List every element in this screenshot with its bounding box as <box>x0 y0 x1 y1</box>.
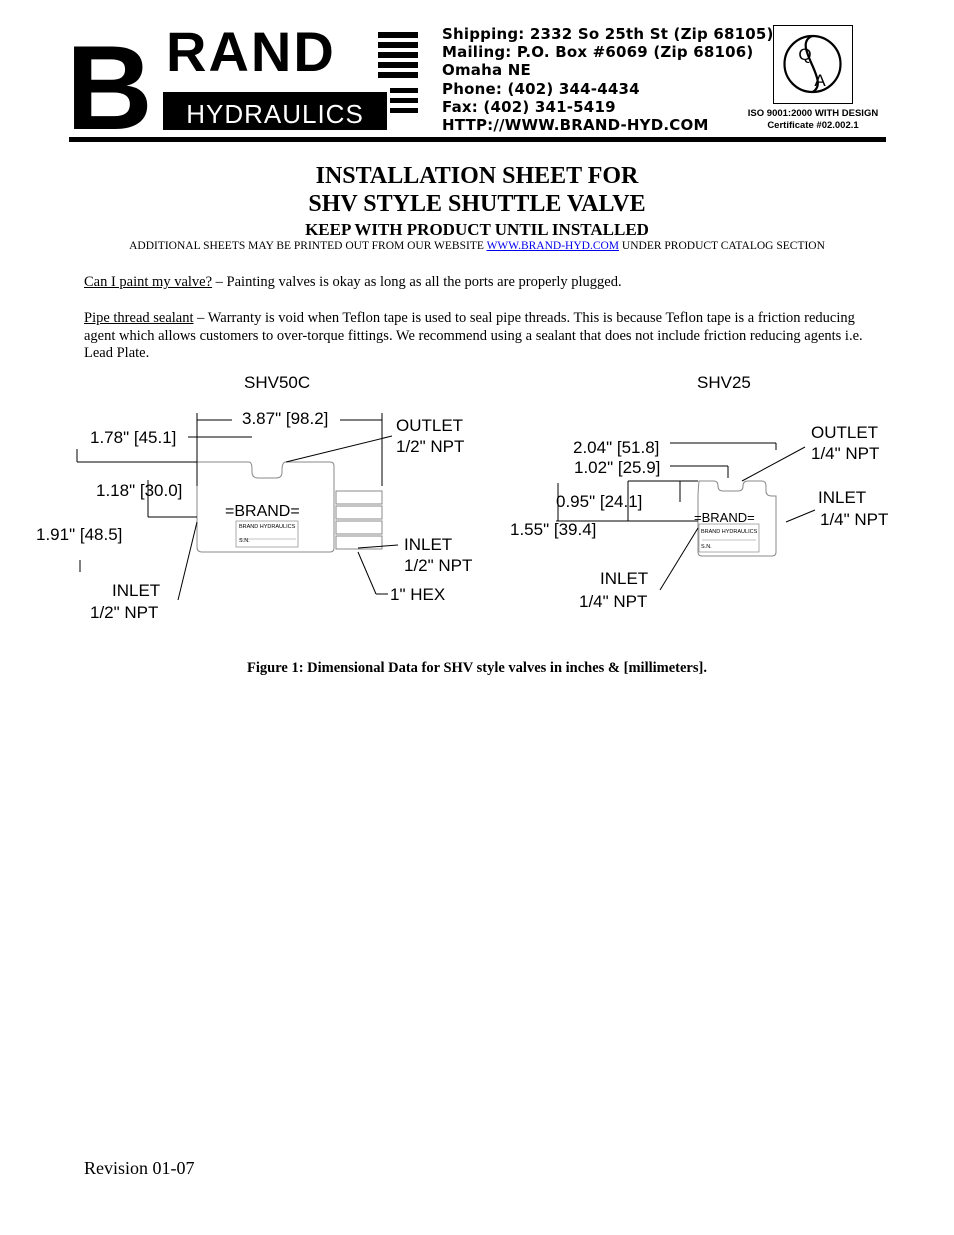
shv25-dim-c: 0.95" [24.1] <box>556 492 643 511</box>
sealant-paragraph <box>84 310 874 363</box>
logo-subword: HYDRAULICS <box>186 99 364 129</box>
sealant-heading: Pipe thread sealant <box>84 310 194 326</box>
shv50c-model-label: SHV50C <box>244 373 311 392</box>
mailing-address: Mailing: P.O. Box #6069 (Zip 68106) <box>442 43 754 62</box>
shv25-inlet-right-size: 1/4" NPT <box>820 510 889 529</box>
note-text-after: UNDER PRODUCT CATALOG SECTION <box>619 240 825 252</box>
website: HTTP://WWW.BRAND-HYD.COM <box>442 116 709 135</box>
shv50c-width-dim: 3.87" [98.2] <box>242 409 329 428</box>
shv25-dim-b: 1.02" [25.9] <box>574 458 661 477</box>
shv25-serial: S.N. <box>701 544 712 550</box>
shv25-dim-d: 1.55" [39.4] <box>510 520 597 539</box>
shv25-body-brand: =BRAND= <box>694 510 755 525</box>
shv50c-inlet-left-label: INLET <box>112 581 161 600</box>
brand-logo <box>66 28 426 132</box>
shv25-inlet-left-size: 1/4" NPT <box>579 592 648 611</box>
shv25-nameplate: BRAND HYDRAULICS <box>701 529 758 535</box>
qa-letter-a: A <box>814 71 826 90</box>
shv50c-nameplate: BRAND HYDRAULICS <box>239 524 296 530</box>
qa-seal-graphic <box>774 26 851 102</box>
phone: Phone: (402) 344-4434 <box>442 79 640 98</box>
shv50c-outlet-size: 1/2" NPT <box>396 437 465 456</box>
paint-question: Can I paint my valve? <box>84 274 213 290</box>
shv50c-serial: S.N. <box>239 538 250 544</box>
shv50c-body-brand: =BRAND= <box>225 503 300 520</box>
title-line-3: KEEP WITH PRODUCT UNTIL INSTALLED <box>305 220 649 239</box>
header-rule <box>69 137 886 142</box>
note-text-before: ADDITIONAL SHEETS MAY BE PRINTED OUT FROM OUR WEBSITE <box>129 240 487 252</box>
shipping-address: Shipping: 2332 So 25th St (Zip 68105) <box>442 25 774 43</box>
iso-line-2: Certificate #02.002.1 <box>767 120 859 131</box>
shv25-outlet-label: OUTLET <box>811 423 879 442</box>
revision-label: Revision 01-07 <box>84 1158 195 1178</box>
shv25-dim-a: 2.04" [51.8] <box>573 438 660 457</box>
figure-caption: Figure 1: Dimensional Data for SHV style valves in inches & [millimeters]. <box>247 660 707 676</box>
paint-paragraph <box>84 274 874 292</box>
logo-word: RAND <box>166 28 336 83</box>
shv50c-dim-c: 1.91" [48.5] <box>36 525 123 544</box>
website-note <box>0 239 954 253</box>
shv25-inlet-left-label: INLET <box>600 569 649 588</box>
title-line-2: SHV STYLE SHUTTLE VALVE <box>308 191 646 217</box>
contact-block <box>442 25 774 134</box>
qa-letter-q: Q <box>798 45 812 64</box>
website-link[interactable]: WWW.BRAND-HYD.COM <box>486 240 620 252</box>
paint-answer: – Painting valves is okay as long as all the ports are properly plugged. <box>212 274 622 290</box>
logo-big-b: B <box>66 28 153 132</box>
shv25-inlet-right-label: INLET <box>818 488 867 507</box>
fax: Fax: (402) 341-5419 <box>442 97 616 116</box>
shv25-outlet-size: 1/4" NPT <box>811 444 880 463</box>
shv50c-inlet-left-size: 1/2" NPT <box>90 603 159 622</box>
qa-seal <box>773 25 853 104</box>
shv50c-outlet-label: OUTLET <box>396 416 464 435</box>
shv50c-inlet-right-label: INLET <box>404 535 453 554</box>
city: Omaha NE <box>442 61 531 80</box>
shv50c-dim-b: 1.18" [30.0] <box>96 481 183 500</box>
shv50c-inlet-right-size: 1/2" NPT <box>404 556 473 575</box>
sealant-text: – Warranty is void when Teflon tape is used to seal pipe threads. This is because Teflon tape is a friction reducing agent which allows customers to over-torque fittings. We recommend using a sealant that does not include friction reducing agents i.e. Lead Plate. <box>84 310 863 361</box>
iso-certification <box>738 108 888 132</box>
title-line-1: INSTALLATION SHEET FOR <box>315 163 639 189</box>
shv25-model-label: SHV25 <box>697 373 751 392</box>
shv50c-hex-size: 1" HEX <box>390 585 446 604</box>
iso-line-1: ISO 9001:2000 WITH DESIGN <box>747 108 879 119</box>
dimension-figure <box>0 360 954 650</box>
shv50c-dim-a: 1.78" [45.1] <box>90 428 177 447</box>
